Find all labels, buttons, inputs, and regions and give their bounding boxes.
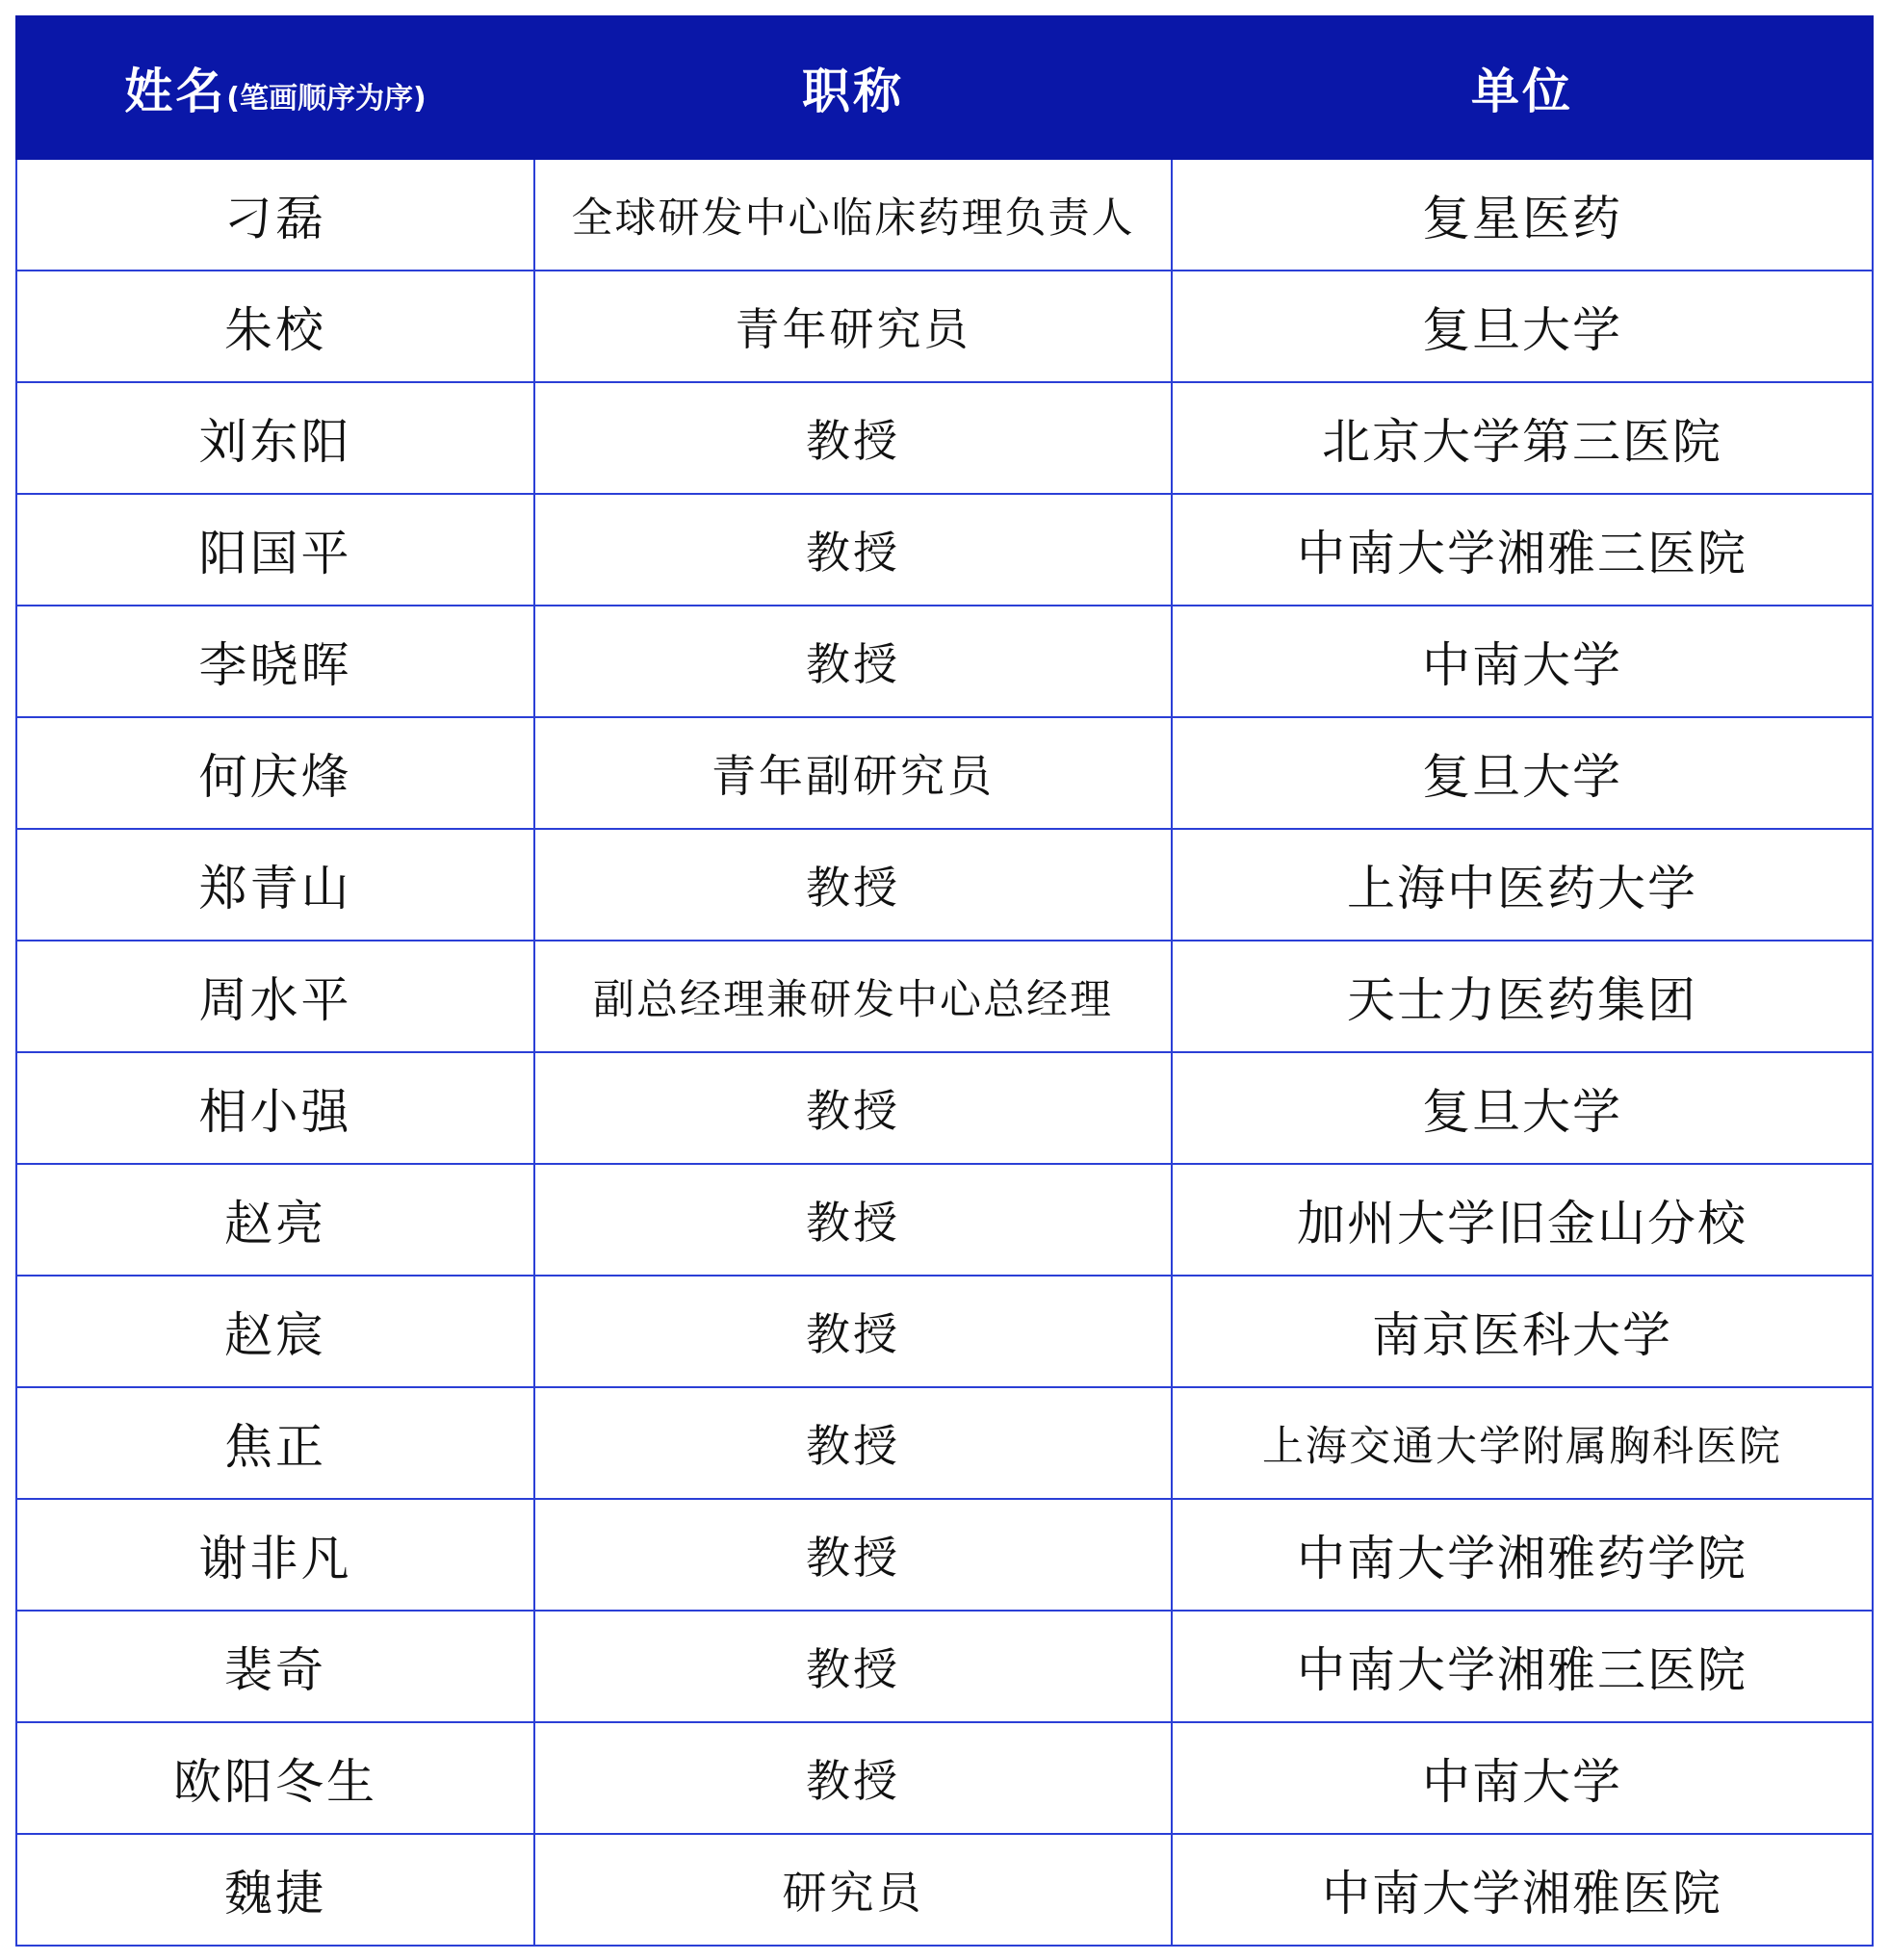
table-row (16, 1164, 1873, 1276)
cell-unit: 中南大学湘雅三医院 (1172, 1611, 1873, 1722)
cell-title: 教授 (534, 1164, 1172, 1276)
cell-name: 刁磊 (16, 159, 534, 271)
cell-name: 魏捷 (16, 1834, 534, 1946)
cell-title: 教授 (534, 1722, 1172, 1834)
table-row (16, 159, 1873, 271)
cell-name: 李晓晖 (16, 606, 534, 717)
cell-title: 教授 (534, 1611, 1172, 1722)
cell-name: 赵宸 (16, 1276, 534, 1387)
table-header (16, 16, 1873, 159)
header-unit: 单位 (1172, 16, 1873, 159)
cell-title: 全球研发中心临床药理负责人 (534, 159, 1172, 271)
cell-unit: 中南大学 (1172, 606, 1873, 717)
table-row (16, 1611, 1873, 1722)
header-name-label: 姓名 (124, 64, 227, 119)
cell-title: 研究员 (534, 1834, 1172, 1946)
cell-unit: 中南大学湘雅药学院 (1172, 1499, 1873, 1611)
cell-unit: 天士力医药集团 (1172, 941, 1873, 1052)
cell-unit: 复旦大学 (1172, 717, 1873, 829)
expert-table (15, 15, 1874, 1947)
cell-title: 教授 (534, 1052, 1172, 1164)
header-name-note: (笔画顺序为序) (226, 82, 427, 116)
cell-title: 教授 (534, 1276, 1172, 1387)
cell-unit: 南京医科大学 (1172, 1276, 1873, 1387)
cell-title: 青年研究员 (534, 271, 1172, 382)
table-row (16, 1387, 1873, 1499)
cell-name: 刘东阳 (16, 382, 534, 494)
header-title: 职称 (534, 16, 1172, 159)
table-row (16, 829, 1873, 941)
table-row (16, 1276, 1873, 1387)
cell-title: 青年副研究员 (534, 717, 1172, 829)
table-row (16, 494, 1873, 606)
cell-title: 教授 (534, 382, 1172, 494)
table-body (16, 159, 1873, 1946)
cell-title: 教授 (534, 606, 1172, 717)
cell-unit: 上海中医药大学 (1172, 829, 1873, 941)
cell-name: 赵亮 (16, 1164, 534, 1276)
cell-name: 阳国平 (16, 494, 534, 606)
cell-title: 教授 (534, 1499, 1172, 1611)
cell-unit: 复旦大学 (1172, 271, 1873, 382)
cell-unit: 上海交通大学附属胸科医院 (1172, 1387, 1873, 1499)
table-row (16, 1834, 1873, 1946)
cell-unit: 复旦大学 (1172, 1052, 1873, 1164)
header-row (16, 16, 1873, 159)
table-row (16, 1722, 1873, 1834)
cell-title: 教授 (534, 1387, 1172, 1499)
cell-unit: 中南大学湘雅三医院 (1172, 494, 1873, 606)
table-row (16, 717, 1873, 829)
cell-name: 焦正 (16, 1387, 534, 1499)
table-row (16, 1052, 1873, 1164)
cell-title: 教授 (534, 829, 1172, 941)
cell-title: 副总经理兼研发中心总经理 (534, 941, 1172, 1052)
cell-name: 何庆烽 (16, 717, 534, 829)
table-row (16, 606, 1873, 717)
cell-name: 朱校 (16, 271, 534, 382)
table-row (16, 382, 1873, 494)
header-name (16, 16, 534, 159)
cell-unit: 北京大学第三医院 (1172, 382, 1873, 494)
cell-name: 裴奇 (16, 1611, 534, 1722)
table-row (16, 1499, 1873, 1611)
cell-unit: 复星医药 (1172, 159, 1873, 271)
table-row (16, 941, 1873, 1052)
table-row (16, 271, 1873, 382)
cell-title: 教授 (534, 494, 1172, 606)
cell-name: 郑青山 (16, 829, 534, 941)
cell-name: 周水平 (16, 941, 534, 1052)
cell-name: 相小强 (16, 1052, 534, 1164)
cell-unit: 加州大学旧金山分校 (1172, 1164, 1873, 1276)
expert-table-container (15, 15, 1872, 1947)
cell-unit: 中南大学 (1172, 1722, 1873, 1834)
cell-name: 欧阳冬生 (16, 1722, 534, 1834)
cell-unit: 中南大学湘雅医院 (1172, 1834, 1873, 1946)
cell-name: 谢非凡 (16, 1499, 534, 1611)
